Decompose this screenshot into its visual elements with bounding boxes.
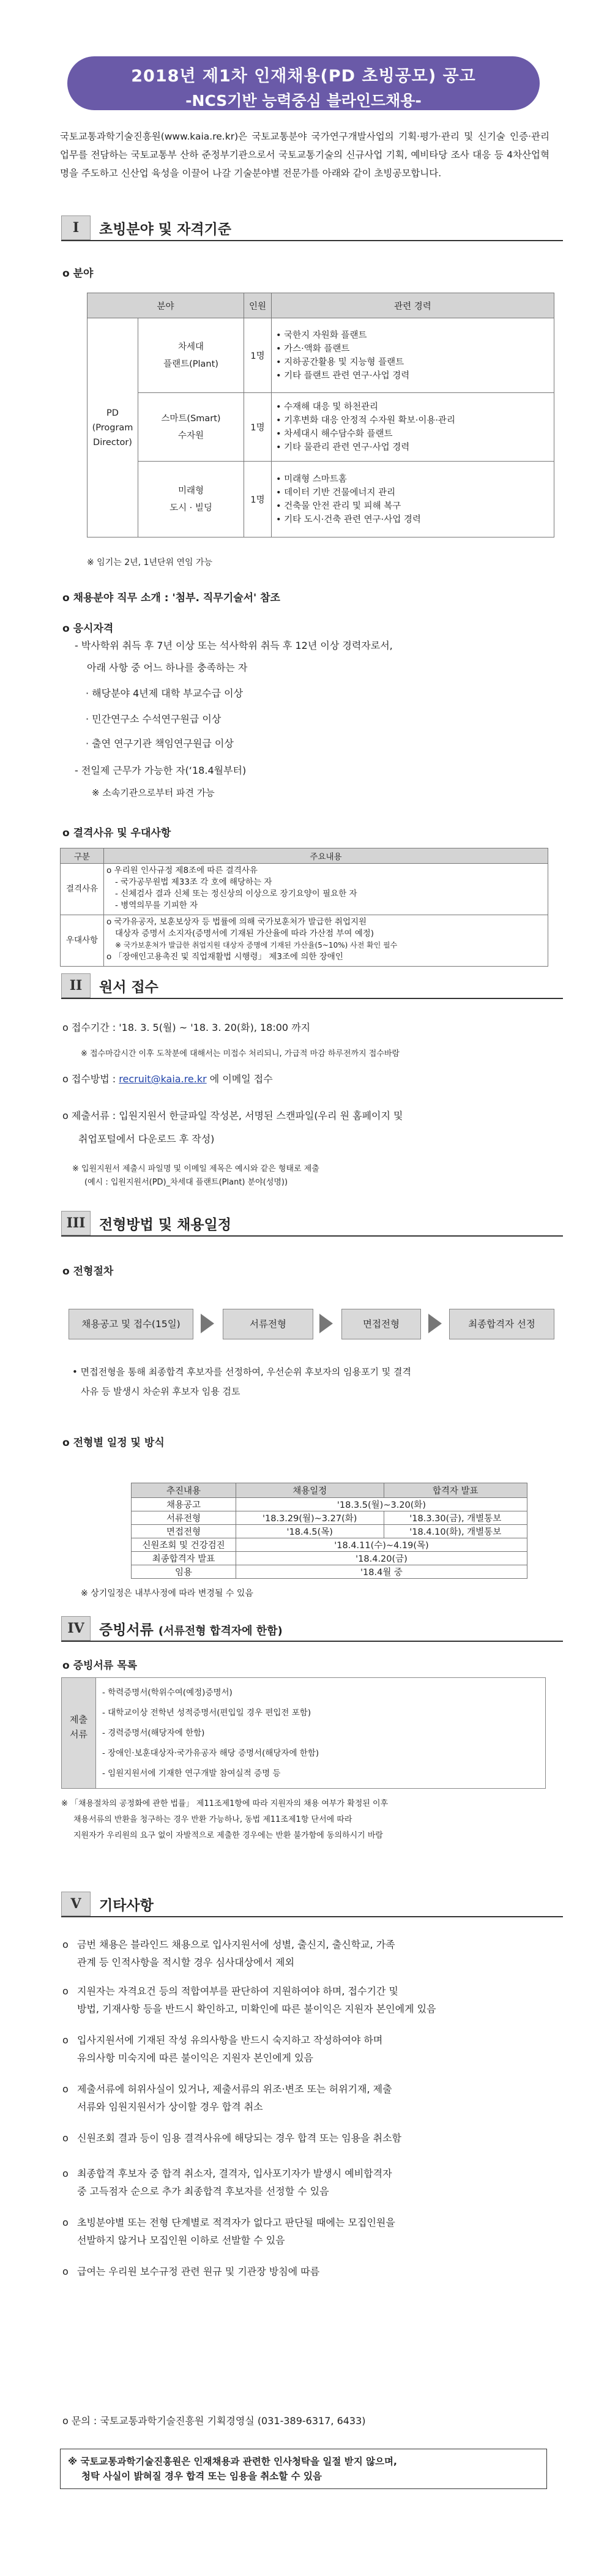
count-cell: 1명 [244,393,272,462]
notice-subtitle: -NCS기반 능력중심 블라인드채용- [185,92,422,110]
field-name-2: 플랜트(Plant) [163,359,218,369]
content-line: - 국가공무원법 제33조 각 호에 해당하는 자 [115,877,272,887]
content-line: - 병역의무를 기피한 자 [115,900,198,910]
schedule-heading: o 전형별 일정 및 방식 [62,1434,165,1449]
field-cell [138,318,244,393]
table-row [132,1538,527,1552]
experience-item: • 데이터 기반 건물에너지 관리 [276,486,549,500]
process-heading: o 전형절차 [62,1262,113,1278]
qualification-heading: o 응시자격 [62,620,113,635]
section-3-header [61,1211,563,1235]
section-number: III [61,1211,91,1235]
experience-cell [272,318,554,393]
experience-item: • 차세대시 해수담수화 플랜트 [276,427,549,441]
qualification-line: - 전일제 근무가 가능한 자(‘18.4월부터) [75,765,247,776]
content-line: o 우리원 인사규정 제8조에 따른 결격사유 [106,866,258,875]
item-line: o 급여는 우리원 보수규정 관련 원규 및 기관장 방침에 따름 [77,2266,320,2277]
list-item: - 경력증명서(해당자에 한함) [102,1723,319,1743]
flow-step-final: 최종합격자 선정 [449,1309,554,1339]
section-number: IV [61,1616,91,1641]
document-box-label [62,1678,96,1788]
period-line: o 접수기간 : '18. 3. 5(월) ~ '18. 3. 20(화), 18:00 까지 [62,1022,311,1033]
content-line: ※ 국가보훈처가 발급한 취업지원 대상자 증명에 기재된 가산율(5~10%) 사전 확인 필수 [115,941,398,949]
header-category: 구분 [61,848,104,864]
note-line: 지원자가 우리원의 요구 없이 자발적으로 제출한 경우에는 반환 불가함에 동의하시기 바람 [73,1831,383,1840]
experience-item: • 기타 물관리 관련 연구·사업 경력 [276,441,549,454]
section-title: 기타사항 [99,1898,154,1914]
divider [61,1916,563,1917]
intro-paragraph: 국토교통과학기술진흥원(www.kaia.re.kr)은 국토교통분야 국가연구개발사업의 기획·평가·관리 및 신기술 인증·관리 업무를 전담하는 국토교통부 산하 준정부기관으로서 국토교통기술의 신규사업 기획, 예비타당 조사 대응 등 4차산업혁명을 주도하고 신산업 육성을 이끌어 나갈 기술분야별 전문가를 아래와 같이 초빙공모합니다. [60,131,549,179]
item-line: 관계 등 인적사항을 적시할 경우 심사대상에서 제외 [77,1956,295,1968]
box-label-2: 서류 [70,1729,88,1740]
schedule-note: ※ 상기일정은 내부사정에 따라 변경될 수 있음 [81,1589,253,1598]
docs-note: ※ 입원지원서 제출시 파일명 및 이메일 제목은 예시와 같은 형태로 제출 [72,1164,319,1174]
item-line: o 신원조회 결과 등이 임용 결격사유에 해당되는 경우 합격 또는 임용을 취소함 [77,2132,401,2144]
notice-item [61,2031,551,2067]
schedule-item: 면접전형 [132,1525,236,1538]
disqualification-content [104,864,548,915]
process-note: • 면접전형을 통해 최종합격 후보자를 선정하여, 우선순위 후보자의 임용포기 및 결격 [72,1366,411,1377]
dispatch-note: ※ 소속기관으로부터 파견 가능 [92,787,215,798]
contact-info: 문의 : 국토교통과학기술진흥원 기획경영실 (031-389-6317, 6433) [71,2415,366,2427]
flow-step-announcement: 채용공고 및 접수(15일) [69,1309,193,1339]
header-experience: 관련 경력 [272,293,554,318]
arrow-right-icon [201,1314,214,1333]
experience-item: • 국한지 자원화 플랜트 [276,329,549,342]
experience-item: • 건축물 안전 관리 및 피해 복구 [276,500,549,513]
notice-item [61,2080,551,2116]
divider [61,1641,563,1642]
pd-label-2: (Program [92,422,133,433]
docs-line-2: 취업포털에서 다운로드 후 작성) [78,1133,215,1145]
divider [61,240,563,241]
content-line: o 국가유공자, 보훈보상자 등 법률에 의해 국가보훈처가 발급한 취업지원 [106,917,367,927]
pd-label-3: Director) [93,437,132,447]
schedule-result: '18.4.10(화), 개별통보 [384,1525,527,1538]
preference-content [104,915,548,967]
warning-line: ※ 국토교통과학기술진흥원은 인재채용과 관련한 인사청탁을 일절 받지 않으며, [68,2456,397,2467]
title-banner [67,56,540,110]
warning-line: 청탁 사실이 밝혀질 경우 합격 또는 임용을 취소할 수 있음 [81,2471,322,2482]
experience-item: • 기후변화 대응 안정적 수자원 확보·이용·관리 [276,414,549,427]
process-note-2: 사유 등 발생시 차순위 후보자 임용 검토 [81,1386,240,1397]
experience-item: • 지하공간활용 및 지능형 플랜트 [276,356,549,369]
experience-item: • 기타 도시·건축 관련 연구·사업 경력 [276,513,549,526]
content-line: o 「장애인고용촉진 및 직업재활법 시행령」 제3조에 의한 장애인 [106,952,343,962]
item-line: o 금번 채용은 블라인드 채용으로 입사지원서에 성별, 출신지, 출신학교, 가족 [77,1939,395,1950]
qualification-line: - 박사학위 취득 후 7년 이상 또는 석사학위 취득 후 12년 이상 경력자로서, [75,640,393,651]
field-name: 차세대 [177,342,204,352]
field-name: 스마트(Smart) [161,413,221,424]
divider [61,998,563,999]
note-line: ※ 「채용절차의 공정화에 관한 법률」 제11조제1항에 따라 지원자의 채용 여부가 확정된 이후 [61,1799,389,1808]
header-item: 추진내용 [132,1483,236,1498]
item-line: 서류와 임원지원서가 상이할 경우 합격 취소 [77,2101,263,2113]
notice-item [61,1982,551,2018]
box-label-1: 제출 [70,1714,88,1725]
qualification-item: · 해당분야 4년제 대학 부교수급 이상 [86,687,244,699]
header-field: 분야 [88,293,244,318]
header-date: 채용일정 [236,1483,384,1498]
header-result: 합격자 발표 [384,1483,527,1498]
section-4-header [61,1616,563,1641]
section-number: II [61,973,91,998]
section-title: 원서 접수 [99,979,158,995]
flow-step-document: 서류전형 [223,1309,313,1339]
table-row [132,1525,527,1538]
item-line: 중 고득점자 순으로 추가 최종합격 후보자를 선정할 수 있음 [77,2185,329,2197]
schedule-date: '18.4.20(금) [236,1552,527,1565]
schedule-date: '18.4월 중 [236,1565,527,1579]
count-cell: 1명 [244,462,272,537]
docs-example: (예시 : 입원지원서(PD)_차세대 플랜트(Plant) 분야(성명)) [84,1178,288,1187]
count-cell: 1명 [244,318,272,393]
arrow-right-icon [319,1314,333,1333]
docs-text: 제출서류 : 입원지원서 한글파일 작성본, 서명된 스캔파일(우리 원 홈페이지 및 [71,1110,403,1121]
section-title-text: 증빙서류 [99,1622,154,1638]
arrow-right-icon [428,1314,442,1333]
table-row [132,1498,527,1511]
method-label: 접수방법 : [71,1073,119,1085]
field-cell [138,393,244,462]
notice-item [61,1936,551,1971]
list-item: - 임원지원서에 기재한 연구개발 참여실적 증명 등 [102,1764,319,1784]
section-title-suffix: (서류전형 합격자에 한함) [158,1625,283,1638]
notice-item [61,2263,551,2280]
solicitation-warning-box [60,2449,547,2489]
notice-item [61,2214,551,2249]
section-title [99,1619,283,1639]
schedule-table [131,1483,527,1579]
term-note: ※ 임기는 2년, 1년단위 연임 가능 [87,558,213,567]
field-name-2: 도시 · 빌딩 [169,503,212,513]
job-intro: o 채용분야 직무 소개 : '첨부. 직무기술서' 참조 [62,589,280,604]
item-line: o 초빙분야별 또는 전형 단계별로 적격자가 없다고 판단될 때에는 모집인원을 [77,2217,395,2228]
section-number: V [61,1892,91,1916]
notice-item [61,2129,551,2147]
section-number: I [61,215,91,240]
field-name: 미래형 [177,485,204,496]
schedule-result: '18.3.30(금), 개별통보 [384,1511,527,1525]
field-subheading: o 분야 [62,264,93,280]
notice-item [61,2165,551,2200]
note-line: 채용서류의 반환을 청구하는 경우 반환 가능하나, 동법 제11조제1항 단서에 따라 [73,1815,352,1824]
header-content: 주요내용 [104,848,548,864]
item-line: 방법, 기재사항 등을 반드시 확인하고, 미확인에 따른 불이익은 지원자 본인에게 있음 [77,2003,436,2015]
contact-line: o 문의 : 국토교통과학기술진흥원 기획경영실 (031-389-6317, 6433) [62,2415,366,2427]
qualification-item: · 민간연구소 수석연구원급 이상 [86,713,222,725]
experience-cell [272,393,554,462]
table-row [132,1565,527,1579]
qualification-item: · 출연 연구기관 책임연구원급 이상 [86,738,234,749]
item-line: o 제출서류에 허위사실이 있거나, 제출서류의 위조·변조 또는 허위기재, 제출 [77,2083,392,2095]
section-title: 전형방법 및 채용일정 [99,1217,231,1233]
item-line: 선발하지 않거나 모집인원 이하로 선발할 수 있음 [77,2234,285,2246]
section-title: 초빙분야 및 자격기준 [99,222,231,238]
item-line: 유의사항 미숙지에 따른 불이익은 지원자 본인에게 있음 [77,2052,314,2064]
section-2-header [61,973,563,998]
item-line: o 최종합격 후보자 중 합격 취소자, 결격자, 입사포기자가 발생시 예비합격자 [77,2168,392,2179]
item-line: o 입사지원서에 기재된 작성 유의사항을 반드시 숙지하고 작성하여야 하며 [77,2034,383,2046]
schedule-item: 최종합격자 발표 [132,1552,236,1565]
method-line: o 접수방법 : recruit@kaia.re.kr 에 이메일 접수 [62,1073,273,1085]
method-suffix: 에 이메일 접수 [206,1073,273,1085]
docs-list-heading: o 증빙서류 목록 [62,1657,137,1672]
divider [61,1235,563,1237]
flow-step-interview: 면접전형 [341,1309,421,1339]
preference-label: 우대사항 [61,915,104,967]
experience-item: • 미래형 스마트홈 [276,473,549,486]
document-list-box [61,1677,546,1789]
field-name-2: 수자원 [177,430,204,441]
list-item: - 학력증명서(학위수여(예정)증명서) [102,1683,319,1703]
period-note: ※ 접수마감시간 이후 도착분에 대해서는 미접수 처리되니, 가급적 마감 하루전까지 접수바람 [81,1049,400,1058]
disqualification-label: 결격사유 [61,864,104,915]
return-policy-note [61,1796,388,1844]
content-line: - 신체검사 결과 신체 또는 정신상의 이상으로 장기요양이 필요한 자 [115,889,357,899]
section-1-header [61,215,563,240]
content-line: 대상자 증명서 소지자(증명서에 기재된 가산율에 따라 가산점 부여 예정) [115,929,374,938]
table-row [132,1552,527,1565]
list-item: - 장애인·보훈대상자·국가유공자 해당 증명서(해당자에 한함) [102,1743,319,1764]
schedule-item: 채용공고 [132,1498,236,1511]
schedule-date: '18.4.5(목) [236,1525,384,1538]
schedule-item: 신원조회 및 건강검진 [132,1538,236,1552]
docs-line: o 제출서류 : 입원지원서 한글파일 작성본, 서명된 스캔파일(우리 원 홈페이지 및 [62,1110,403,1121]
experience-item: • 가스·액화 플랜트 [276,342,549,356]
email-link[interactable]: recruit@kaia.re.kr [119,1073,207,1085]
schedule-date: '18.3.5(월)~3.20(화) [236,1498,527,1511]
experience-item: • 수재해 대응 및 하천관리 [276,400,549,414]
experience-item: • 기타 플랜트 관련 연구·사업 경력 [276,369,549,383]
disqualification-table [60,848,548,967]
pd-label-cell [88,318,138,537]
field-table [87,293,554,537]
schedule-date: '18.3.29(월)~3.27(화) [236,1511,384,1525]
header-count: 인원 [244,293,272,318]
application-period: 접수기간 : '18. 3. 5(월) ~ '18. 3. 20(화), 18:00 까지 [71,1022,311,1033]
qualification-line: 아래 사항 중 어느 하나를 충족하는 자 [87,662,248,673]
section-5-header [61,1892,563,1916]
list-item: - 대학교이상 전학년 성적증명서(편입일 경우 편입전 포함) [102,1703,319,1723]
schedule-item: 임용 [132,1565,236,1579]
schedule-item: 서류전형 [132,1511,236,1525]
pd-label: PD [106,408,119,418]
notice-title: 2018년 제1차 인재채용(PD 초빙공모) 공고 [131,67,476,86]
field-cell [138,462,244,537]
experience-cell [272,462,554,537]
disqualification-heading: o 결격사유 및 우대사항 [62,824,171,839]
table-row [132,1511,527,1525]
schedule-date: '18.4.11(수)~4.19(목) [236,1538,527,1552]
item-line: o 지원자는 자격요건 등의 적합여부를 판단하여 지원하여야 하며, 접수기간 및 [77,1985,398,1997]
